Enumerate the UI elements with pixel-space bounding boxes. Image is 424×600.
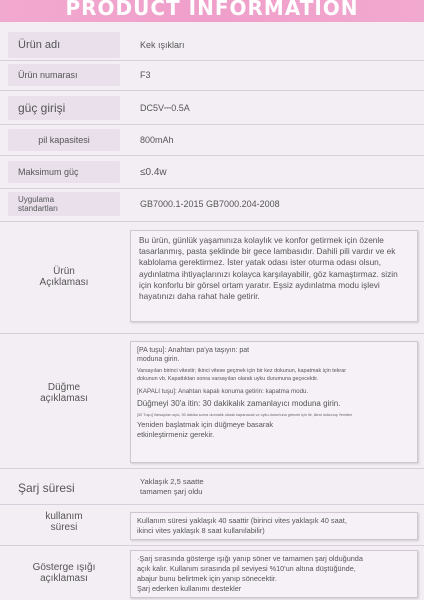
- label-standartlar-text: [8, 195, 58, 213]
- label-urun-adi: [8, 32, 120, 58]
- label-urun-adi-text: Ürün adı: [18, 39, 61, 51]
- label-gosterge-line2: açıklaması: [40, 573, 88, 584]
- kullanim-box: [130, 512, 418, 540]
- divider: [0, 221, 424, 222]
- divider: [0, 545, 424, 546]
- kullanim-line1: Kullanım süresi yaklaşık 40 saattir (birinci vites yaklaşık 40 saat,: [137, 516, 347, 525]
- value-guc-girisi: DC5V⎓0.5A: [140, 102, 190, 113]
- kullanim-line2: ikinci vites yaklaşık 8 saat kullanılabilir): [137, 526, 265, 535]
- divider: [0, 188, 424, 189]
- label-standartlar-line2: standartları: [18, 204, 59, 213]
- kullanim-text: [137, 516, 411, 536]
- divider: [0, 468, 424, 469]
- label-urun-numarasi: [8, 64, 120, 86]
- label-aciklama-line1: Ürün: [53, 266, 75, 277]
- dugme-box: [130, 341, 418, 463]
- divider: [0, 90, 424, 91]
- tiny-text: [30 Tuşu] Varsayılan açık, 30 dakika sonra otomatik olarak kapanacak ve uyku durumuna girecek için ile, ikinci dokunuş Yeniden: [137, 413, 353, 417]
- label-sarj-suresi-text: Şarj süresi: [18, 481, 75, 495]
- sarj-line2: tamamen şarj oldu: [140, 487, 203, 496]
- header-title: PRODUCT INFORMATION: [65, 0, 359, 20]
- label-gosterge: [8, 560, 120, 586]
- label-gosterge-line1: Gösterge ışığı: [32, 562, 96, 573]
- divider: [0, 504, 424, 505]
- divider: [0, 124, 424, 125]
- header-banner: [0, 0, 424, 22]
- label-kullanim-line1: kullanım: [45, 511, 83, 522]
- yeniden-line2: etkinleştirmeniz gerekir.: [137, 429, 215, 439]
- aciklama-box: [130, 230, 418, 322]
- dugmeyi-text: Düğmeyi 30'a itin: 30 dakikalık zamanlayıcı moduna girin.: [137, 399, 341, 408]
- vites-line1: Varsayılan birinci vitestir; ikinci vitese geçmek için bir kez dokunun, kapatmak için tekrar: [137, 368, 347, 374]
- label-aciklama-line2: Açıklaması: [39, 277, 89, 288]
- label-maksimum-guc-text: Maksimum güç: [18, 167, 79, 177]
- label-guc-girisi: [8, 96, 120, 120]
- label-standartlar: [8, 192, 120, 216]
- gosterge-line4: Şarj ederken kullanımı destekler: [137, 584, 242, 593]
- vites-line2: dokunun vb. Kapattıktan sonra varsayılan olarak uyku durumuna geçecektir.: [137, 376, 319, 382]
- value-standartlar: GB7000.1-2015 GB7000.204-2008: [140, 199, 280, 209]
- label-gosterge-text: [8, 562, 120, 584]
- gosterge-line1: ·Şarj sırasında gösterge ışığı yanıp söner ve tamamen şarj olduğunda: [137, 554, 363, 563]
- value-urun-numarasi: F3: [140, 70, 151, 80]
- label-pil-kapasitesi: [8, 129, 120, 151]
- label-sarj-suresi: [8, 476, 120, 500]
- gosterge-line3: abajur bunu belirtmek için yanıp sönecektir.: [137, 574, 277, 583]
- value-urun-adi: Kek ışıkları: [140, 40, 185, 50]
- gosterge-box: [130, 550, 418, 598]
- pa-line1: [PA tuşu]: Anahtarı pa'ya taşıyın: pat: [137, 347, 250, 354]
- label-pil-kapasitesi-text: pil kapasitesi: [38, 135, 90, 145]
- label-urun-aciklamasi: [8, 264, 120, 290]
- gosterge-text: [137, 554, 411, 594]
- label-guc-girisi-text: güç girişi: [18, 101, 66, 115]
- sarj-line1: Yaklaşık 2,5 saatte: [140, 477, 204, 486]
- value-pil-kapasitesi: 800mAh: [140, 135, 174, 145]
- pa-line2: moduna girin.: [137, 356, 180, 363]
- aciklama-text: Bu ürün, günlük yaşamınıza kolaylık ve konfor getirmek için özenle tasarlanmış, pasta şeklinde bir gece lambasıdır. Dahili pili vardır ve ek kablolama gerektirmez. İster yatak odası ister oturma odası olsun, aydınlatma ihtiyaçlarınızı kolayca karşılayabilir, göz kamaştırmaz. sizin için konforlu bir görsel ortam yaratır. Eşsiz aydınlatma modu işlevi hayatınızı daha rahat hale getirir.: [139, 235, 398, 302]
- vites-text: [137, 367, 411, 383]
- divider: [0, 333, 424, 334]
- label-standartlar-line1: Uygulama: [18, 195, 55, 204]
- value-maksimum-guc: ≤0.4w: [140, 166, 167, 178]
- kapali-text: [KAPALI tuşu]: Anahtarı kapalı konuma getirin: kapatma modu.: [137, 388, 309, 395]
- divider: [0, 155, 424, 156]
- label-dugme-aciklamasi: [8, 380, 120, 406]
- label-dugme-line1: Düğme: [47, 382, 81, 393]
- divider: [0, 60, 424, 61]
- label-kullanim-line2: süresi: [50, 522, 78, 533]
- label-kullanim-suresi-text: [8, 511, 120, 533]
- label-urun-numarasi-text: Ürün numarası: [18, 70, 78, 80]
- label-dugme-aciklamasi-text: [8, 382, 120, 404]
- gosterge-line2: açık kalır. Kullanım sırasında pil seviyesi %10'un altına düştüğünde,: [137, 564, 356, 573]
- label-kullanim-suresi: [8, 509, 120, 535]
- pa-text: [137, 346, 411, 364]
- label-urun-aciklamasi-text: [8, 266, 120, 288]
- label-dugme-line2: açıklaması: [40, 393, 88, 404]
- yeniden-text: [137, 420, 411, 439]
- yeniden-line1: Yeniden başlatmak için düğmeye basarak: [137, 420, 274, 429]
- label-maksimum-guc: [8, 161, 120, 183]
- value-sarj-suresi: [140, 477, 418, 499]
